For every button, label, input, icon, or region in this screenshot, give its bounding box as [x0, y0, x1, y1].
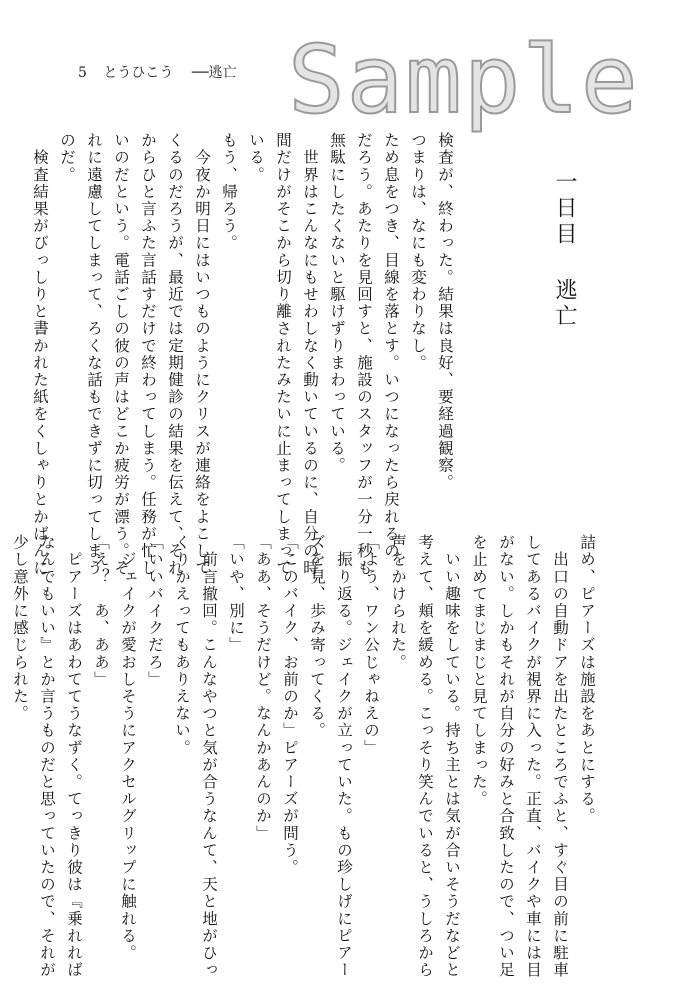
text-line: 「ああ、そうだけど。なんかあんのか」: [254, 534, 272, 842]
chapter-title: 逃亡: [552, 278, 577, 330]
text-line: を止めてまじまじと見てしまった。: [470, 534, 488, 808]
text-line: のだ。: [58, 132, 76, 184]
text-line: 無駄にしたくないと駆けずりまわっている。: [328, 132, 346, 474]
text-line: 考えて、頬を緩める。こっそり笑んでいると、うしろから: [416, 534, 434, 979]
text-line: してあるバイクが視界に入った。正直、バイクや車には目: [524, 534, 542, 979]
text-line: 少し意外に感じられた。: [11, 534, 29, 723]
text-line: なんでもいい』とか言うものだと思っていたので、それが: [38, 534, 56, 979]
text-line: つまりは、なにも変わりなし。: [409, 132, 427, 372]
text-line: ズを見、歩み寄ってくる。: [308, 534, 326, 740]
text-line: もう、帰ろう。: [220, 132, 238, 252]
chapter-heading: [549, 170, 580, 330]
text-line: 前言撤回。こんなやつと気が合うなんて、天と地がひっ: [200, 534, 218, 979]
page-number: 5: [78, 65, 87, 81]
text-block-bottom: [11, 534, 600, 979]
text-line: 「いいバイクだろ」: [146, 534, 164, 688]
running-header: [78, 62, 237, 82]
text-line: からひと言ふた言話すだけで終わってしまう。任務が忙し: [139, 132, 157, 577]
chapter-day: 一日目: [552, 170, 577, 248]
chapter-reference: ──逃亡: [191, 65, 237, 81]
text-line: 詰め、ピアーズは施設をあとにする。: [578, 534, 596, 825]
text-line: いる。: [247, 132, 265, 184]
text-line: 「え？ あ、ああ」: [92, 534, 110, 688]
text-line: 「このバイク、お前のか」ピアーズが問う。: [281, 534, 299, 876]
text-line: 検査結果がびっしりと書かれた紙をくしゃりとかばんに: [31, 132, 49, 577]
text-line: 今夜か明日にはいつものようにクリスが連絡をよこして: [193, 132, 211, 577]
text-line: ピアーズはあわててうなずく。てっきり彼は『乗れれば: [65, 534, 83, 979]
text-line: 世界はこんなにもせわしなく動いているのに、自分の時: [301, 132, 319, 577]
text-line: いい趣味をしている。持ち主とは気が合いそうだなどと: [443, 534, 461, 979]
text-line: がない。しかもそれが自分の好みと合致したので、つい足: [497, 534, 515, 979]
text-line: ため息をつき、目線を落とす。いつになったら戻れるの: [382, 132, 400, 560]
text-line: 出口の自動ドアを出たところでふと、すぐ目の前に駐車: [551, 534, 569, 979]
text-line: 声をかけられた。: [389, 534, 407, 671]
text-line: いのだという。電話ごしの彼の声はどこか疲労が漂う。そ: [112, 132, 130, 577]
text-line: 振り返る。ジェイクが立っていた。もの珍しげにピアー: [335, 534, 353, 979]
text-line: くりかえってもありえない。: [173, 534, 191, 757]
text-line: くるのだろうが、最近では定期健診の結果を伝えて、それ: [166, 132, 184, 577]
text-line: だろう。あたりを見回すと、施設のスタッフが一分一秒も: [355, 132, 373, 577]
text-line: 検査が、終わった。結果は良好、要経過観察。: [436, 132, 454, 492]
text-block-top: [31, 132, 458, 577]
sample-watermark: Sample: [288, 26, 640, 135]
book-title: とうひこう: [103, 65, 174, 81]
text-line: 間だけがそこから切り離されたみたいに止まってしまって: [274, 132, 292, 577]
text-line: 「よう、ワン公じゃねえの」: [362, 534, 380, 757]
text-line: れに遠慮してしまって、ろくな話もできずに切ってしまう: [85, 132, 103, 577]
text-line: 「いや、別に」: [227, 534, 245, 654]
text-line: ジェイクが愛おしそうにアクセルグリップに触れる。: [119, 534, 137, 962]
